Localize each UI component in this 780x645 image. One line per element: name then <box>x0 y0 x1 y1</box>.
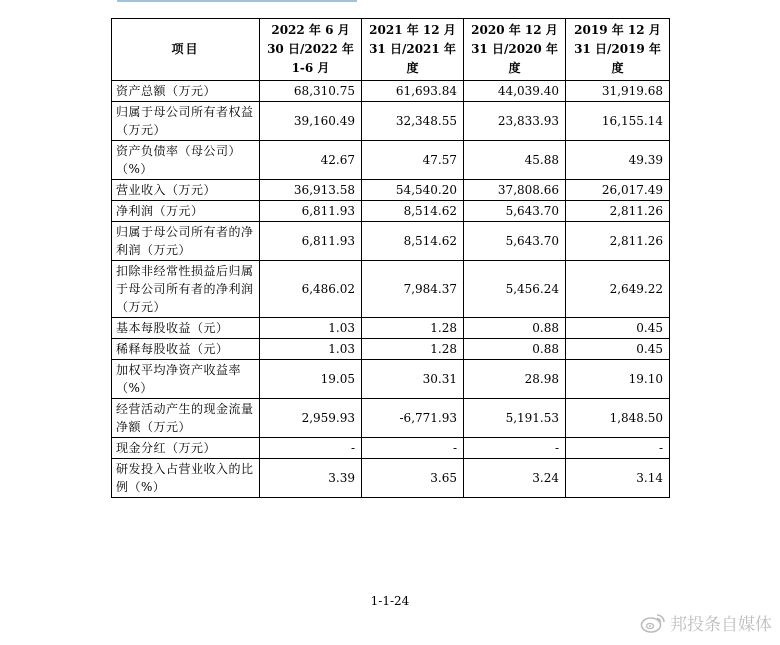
row-value: 5,456.24 <box>464 261 566 318</box>
row-value: 1.28 <box>362 318 464 339</box>
row-value: 1.03 <box>260 318 362 339</box>
row-value: 6,486.02 <box>260 261 362 318</box>
row-value: 6,811.93 <box>260 222 362 261</box>
row-value: 36,913.58 <box>260 180 362 201</box>
row-value: 0.45 <box>566 339 670 360</box>
row-value: 2,811.26 <box>566 222 670 261</box>
row-value: 1.28 <box>362 339 464 360</box>
row-value: -6,771.93 <box>362 399 464 438</box>
row-value: 6,811.93 <box>260 201 362 222</box>
row-value: 37,808.66 <box>464 180 566 201</box>
table-row <box>112 222 670 261</box>
table-row <box>112 399 670 438</box>
header-row <box>112 19 670 81</box>
row-value: - <box>464 438 566 459</box>
row-value: 61,693.84 <box>362 81 464 102</box>
table-row <box>112 180 670 201</box>
row-value: 30.31 <box>362 360 464 399</box>
table-row <box>112 261 670 318</box>
row-value: 3.14 <box>566 459 670 498</box>
row-value: - <box>362 438 464 459</box>
table-row <box>112 141 670 180</box>
row-label: 净利润（万元） <box>112 201 260 222</box>
weibo-icon <box>640 612 666 634</box>
row-value: 42.67 <box>260 141 362 180</box>
row-label: 资产负债率（母公司）（%） <box>112 141 260 180</box>
row-value: 23,833.93 <box>464 102 566 141</box>
row-value: 8,514.62 <box>362 201 464 222</box>
row-value: 31,919.68 <box>566 81 670 102</box>
row-label: 资产总额（万元） <box>112 81 260 102</box>
row-label: 归属于母公司所有者的净利润（万元） <box>112 222 260 261</box>
row-value: 3.39 <box>260 459 362 498</box>
row-label: 现金分红（万元） <box>112 438 260 459</box>
row-value: 45.88 <box>464 141 566 180</box>
table-row <box>112 339 670 360</box>
table-header <box>112 19 670 81</box>
page-number: 1-1-24 <box>370 594 410 608</box>
header-rule <box>117 0 357 2</box>
row-value: 1.03 <box>260 339 362 360</box>
row-value: 68,310.75 <box>260 81 362 102</box>
header-period-3: 2020 年 12 月 31 日/2020 年度 <box>464 19 566 81</box>
table-row <box>112 459 670 498</box>
table-row <box>112 360 670 399</box>
row-value: 2,811.26 <box>566 201 670 222</box>
row-value: 0.88 <box>464 339 566 360</box>
header-period-2: 2021 年 12 月 31 日/2021 年度 <box>362 19 464 81</box>
table-row <box>112 318 670 339</box>
row-value: 47.57 <box>362 141 464 180</box>
row-label: 归属于母公司所有者权益（万元） <box>112 102 260 141</box>
row-value: 0.45 <box>566 318 670 339</box>
row-label: 经营活动产生的现金流量净额（万元） <box>112 399 260 438</box>
row-value: 0.88 <box>464 318 566 339</box>
financial-table <box>111 18 670 498</box>
table-row <box>112 438 670 459</box>
row-value: 26,017.49 <box>566 180 670 201</box>
watermark-text: 邦投条自媒体 <box>670 615 772 635</box>
row-value: 5,191.53 <box>464 399 566 438</box>
row-value: 19.10 <box>566 360 670 399</box>
row-value: 3.65 <box>362 459 464 498</box>
watermark <box>640 610 772 635</box>
row-value: 32,348.55 <box>362 102 464 141</box>
row-value: - <box>260 438 362 459</box>
row-value: 39,160.49 <box>260 102 362 141</box>
row-label: 研发投入占营业收入的比例（%） <box>112 459 260 498</box>
row-value: 7,984.37 <box>362 261 464 318</box>
header-item: 项目 <box>112 19 260 81</box>
row-value: 2,649.22 <box>566 261 670 318</box>
row-value: - <box>566 438 670 459</box>
row-value: 3.24 <box>464 459 566 498</box>
row-label: 扣除非经常性损益后归属于母公司所有者的净利润（万元） <box>112 261 260 318</box>
row-value: 5,643.70 <box>464 222 566 261</box>
header-period-4: 2019 年 12 月 31 日/2019 年度 <box>566 19 670 81</box>
row-label: 基本每股收益（元） <box>112 318 260 339</box>
row-value: 16,155.14 <box>566 102 670 141</box>
row-label: 稀释每股收益（元） <box>112 339 260 360</box>
row-value: 19.05 <box>260 360 362 399</box>
row-value: 44,039.40 <box>464 81 566 102</box>
row-value: 2,959.93 <box>260 399 362 438</box>
row-label: 加权平均净资产收益率（%） <box>112 360 260 399</box>
table-row <box>112 201 670 222</box>
row-value: 28.98 <box>464 360 566 399</box>
row-value: 54,540.20 <box>362 180 464 201</box>
table-row <box>112 102 670 141</box>
table-body <box>112 81 670 498</box>
table-row <box>112 81 670 102</box>
row-label: 营业收入（万元） <box>112 180 260 201</box>
row-value: 1,848.50 <box>566 399 670 438</box>
header-period-1: 2022 年 6 月 30 日/2022 年 1-6 月 <box>260 19 362 81</box>
row-value: 8,514.62 <box>362 222 464 261</box>
row-value: 5,643.70 <box>464 201 566 222</box>
row-value: 49.39 <box>566 141 670 180</box>
